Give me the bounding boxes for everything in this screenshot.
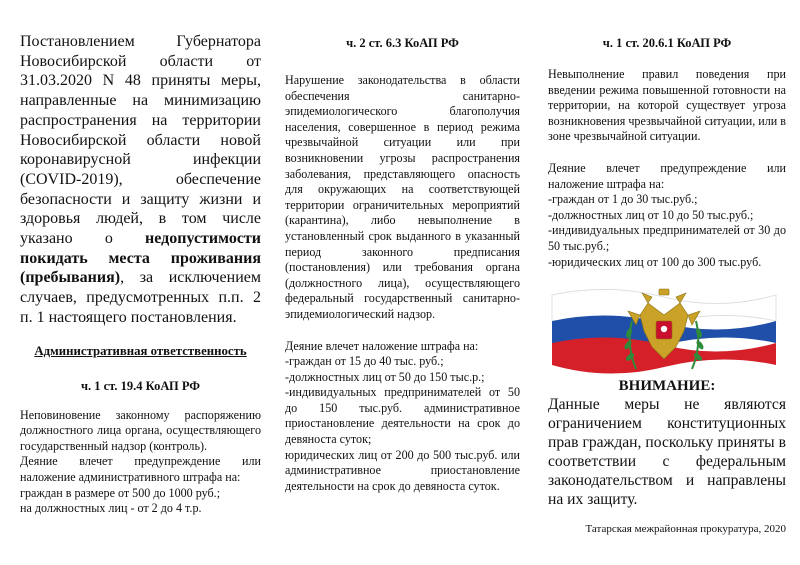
article-20-6-1-penalty-list xyxy=(548,192,786,223)
column-2 xyxy=(275,0,530,565)
admin-responsibility-heading: Административная ответственность xyxy=(34,343,247,358)
article-20-6-1-penalty-intro: Деяние влечет предупреждение или наложение штрафа на: xyxy=(548,160,786,191)
article-6-3-penalty-ip: -индивидуальных предпринимателей от 50 до 150 тыс.руб. административное приостановление деятельности на срок до девяноста суток; xyxy=(285,385,520,447)
russian-flag-with-coat-of-arms-icon xyxy=(548,285,780,375)
article-19-4-text: Неповиновение законному распоряжению должностного лица органа, осуществляющего государственный надзор (контроль). xyxy=(20,407,261,453)
article-20-6-1-penalty-legal: -юридических лиц от 100 до 300 тыс.руб. xyxy=(548,254,762,269)
article-6-3-penalty-intro: Деяние влечет наложение штрафа на: xyxy=(285,338,479,353)
article-19-4-penalty-intro: Деяние влечет предупреждение или наложение административного штрафа на: xyxy=(20,454,261,484)
article-6-3-penalty-legal: юридических лиц от 200 до 500 тыс.руб. или административное приостановление деятельности на срок до девяноста суток. xyxy=(285,447,520,493)
attention-text: Данные меры не являются ограничением конституционных прав граждан, поскольку приняты в соответствии с федеральным законодательством и направлены на их защиту. xyxy=(548,396,786,509)
article-19-4-penalty-list xyxy=(20,486,261,517)
article-20-6-1-heading: ч. 1 ст. 20.6.1 КоАП РФ xyxy=(602,36,732,50)
column-3 xyxy=(540,0,800,565)
attention-heading: ВНИМАНИЕ: xyxy=(618,378,716,395)
article-19-4-heading: ч. 1 ст. 19.4 КоАП РФ xyxy=(80,378,201,393)
penalty-line: -должностных лиц от 50 до 150 тыс.р.; xyxy=(285,369,485,384)
penalty-line: -граждан от 1 до 30 тыс.руб.; xyxy=(548,192,698,207)
penalty-line: граждан в размере от 500 до 1000 руб.; xyxy=(20,485,221,500)
article-6-3-heading: ч. 2 ст. 6.3 КоАП РФ xyxy=(346,36,459,50)
article-6-3-penalty-list xyxy=(285,354,520,385)
article-20-6-1-penalty-ip: -индивидуальных предпринимателей от 30 до 50 тыс.руб.; xyxy=(548,223,786,253)
article-20-6-1-penalty-legal-wrap xyxy=(548,255,786,271)
penalty-line: -граждан от 15 до 40 тыс. руб.; xyxy=(285,354,444,369)
article-6-3-text: Нарушение законодательства в области обеспечения санитарно-эпидемиологического благополучия населения, совершенное в период режима чрезвычайной ситуации или при возникновении угрозы распространения заболевания, представляющего опасность для окружающих на соответствующей территории ограничительных мероприятий (карантина), либо невыполнение в установленный срок выданного в указанный период законного предписания (постановления) или требования органа (должностного лица), осуществляющего федеральный государственный санитарно-эпидемиологический надзор. xyxy=(285,73,520,321)
intro-tail-text: , за исключением случаев, предусмотренных п.п. 2 п. 1 настоящего постановления. xyxy=(20,269,261,326)
intro-text: Постановлением Губернатора Новосибирской области от 31.03.2020 N 48 приняты меры, направленные на минимизацию распространения на территории Новосибирской области новой коронавирусной инфекции (COVID-2019), обеспечение безопасности и защиту жизни и здоровья людей, в том числе указано о xyxy=(20,33,261,248)
intro-paragraph xyxy=(20,32,261,328)
penalty-line: -должностных лиц от 10 до 50 тыс.руб.; xyxy=(548,207,754,222)
column-1 xyxy=(0,0,275,565)
penalty-line: на должностных лиц - от 2 до 4 т.р. xyxy=(20,501,202,516)
footer-credit: Татарская межрайонная прокуратура, 2020 xyxy=(585,523,786,536)
article-20-6-1-text: Невыполнение правил поведения при введении режима повышенной готовности на территории, на которой существует угроза возникновения чрезвычайной ситуации, или в зоне чрезвычайной ситуации. xyxy=(548,67,786,144)
intro-bold-text: недопустимости покидать места проживания (пребывания) xyxy=(20,230,261,287)
